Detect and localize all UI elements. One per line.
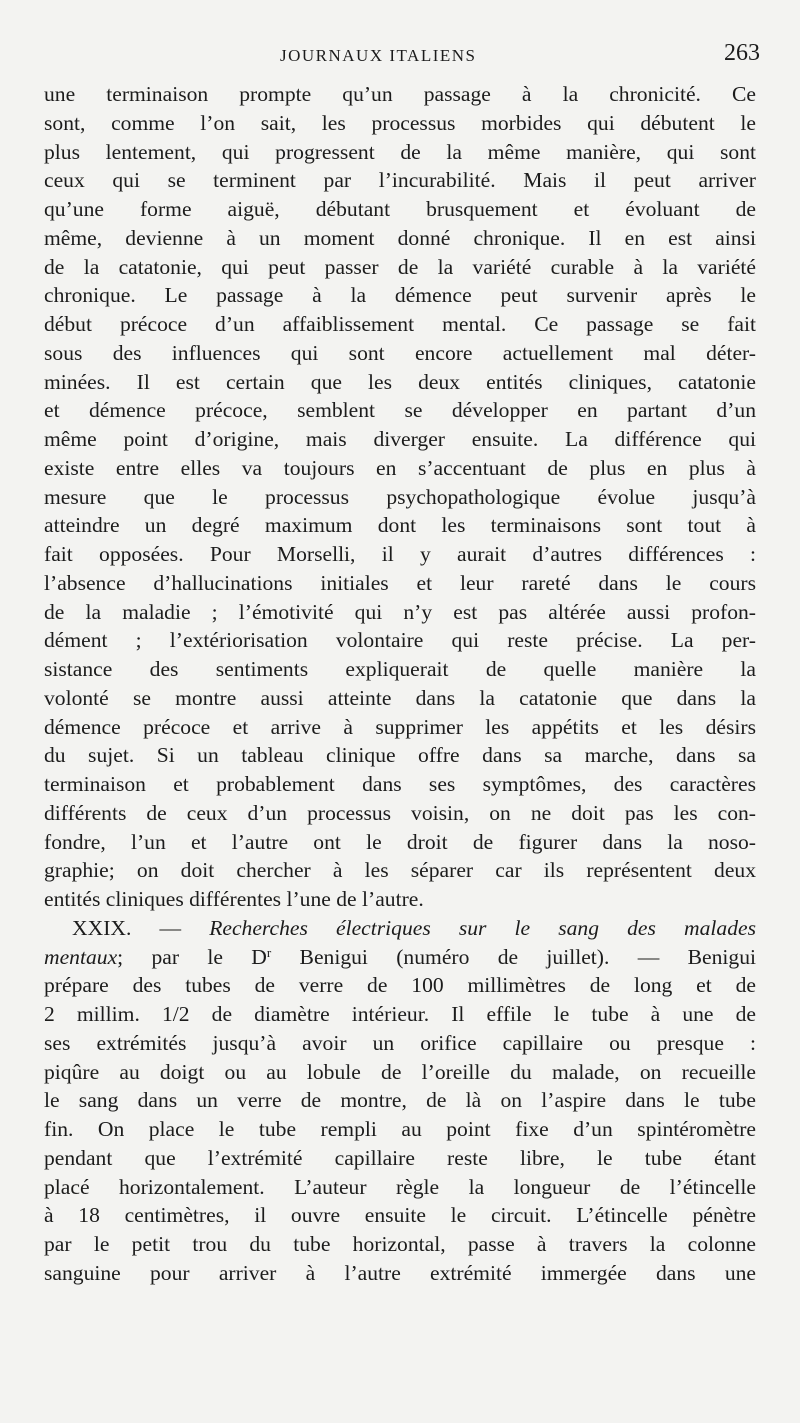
running-head [45,40,760,74]
text-line: chronique. Le passage à la démence peut survenir après le [44,283,756,308]
text-line: démence précoce et arrive à supprimer les appétits et les désirs [44,714,756,739]
page-number: 263 [724,40,760,66]
text-line: l’absence d’hallucinations initiales et leur rareté dans le cours [44,570,756,595]
text-line [44,943,756,972]
text-line: fondre, l’un et l’autre ont le droit de figurer dans la noso- [44,829,756,854]
text-line: 2 millim. 1/2 de diamètre intérieur. Il effile le tube à une de [44,1002,756,1026]
article-title-end: mentaux [44,944,118,969]
text-line: fin. On place le tube rempli au point fixe d’un spintéromètre [44,1117,756,1141]
text-line: ceux qui se terminent par l’incurabilité. Mais il peut arriver [44,168,756,193]
text-line: même, devienne à un moment donné chronique. Il en est ainsi [44,225,756,250]
text-line: existe entre elles va toujours en s’accentuant de plus en plus à [44,455,756,480]
text-line: qu’une forme aiguë, débutant brusquement et évoluant de [44,197,756,221]
text-line: début précoce d’un affaiblissement mental. Ce passage se fait [44,312,756,336]
paragraph-catatonie [44,80,756,914]
text-line: le sang dans un verre de montre, de là on l’aspire dans le tube [44,1088,756,1113]
text-line: atteindre un degré maximum dont les terminaisons sont tout à [44,513,756,538]
text-line: terminaison et probablement dans ses symptômes, des caractères [44,772,756,796]
article-title: Recherches électriques sur le sang des malades [209,915,756,940]
text-line: sous des influences qui sont encore actuellement mal déter- [44,340,756,365]
text-line: fait opposées. Pour Morselli, il y aurait d’autres différences : [44,542,756,566]
author-prefix: ; par le D [117,944,267,969]
text-line: ses extrémités jusqu’à avoir un orifice capillaire ou presque : [44,1030,756,1055]
text-line: placé horizontalement. L’auteur règle la longueur de l’étincelle [44,1174,756,1199]
text-line: à 18 centimètres, il ouvre ensuite le circuit. L’étincelle pénètre [44,1203,756,1228]
body-text [44,80,756,1288]
text-line: plus lentement, qui progressent de la même manière, qui sont [44,139,756,164]
text-line: prépare des tubes de verre de 100 millimètres de long et de [44,973,756,998]
text-line: volonté se montre aussi atteinte dans la catatonie que dans la [44,685,756,710]
running-head-title: JOURNAUX ITALIENS [280,46,477,65]
text-line: dément ; l’extériorisation volontaire qui reste précise. La per- [44,628,756,653]
paragraph-xxix [44,914,756,1288]
text-line: mesure que le processus psychopathologique évolue jusqu’à [44,484,756,509]
text-line: piqûre au doigt ou au lobule de l’oreille du malade, on recueille [44,1059,756,1084]
section-heading-line [44,914,756,943]
text-line: de la catatonie, qui peut passer de la variété curable à la variété [44,254,756,279]
text-line: entités cliniques différentes l’une de l’autre. [44,887,424,911]
text-line: et démence précoce, semblent se développer en partant d’un [44,398,756,423]
em-dash: — [159,915,182,940]
text-line: une terminaison prompte qu’un passage à la chronicité. Ce [44,82,756,106]
section-number: XXIX. [72,915,132,940]
text-line: sistance des sentiments expliquerait de quelle manière la [44,657,756,681]
dr-superscript: r [266,944,272,960]
text-line: même point d’origine, mais diverger ensuite. La différence qui [44,427,756,451]
text-line: du sujet. Si un tableau clinique offre dans sa marche, dans sa [44,743,756,768]
text-line: sont, comme l’on sait, les processus morbides qui débutent le [44,110,756,135]
text-line: graphie; on doit chercher à les séparer car ils représentent deux [44,858,756,883]
text-line: pendant que l’extrémité capillaire reste libre, le tube étant [44,1145,756,1170]
text-line: minées. Il est certain que les deux entités cliniques, catatonie [44,369,756,394]
text-line: différents de ceux d’un processus voisin, on ne doit pas les con- [44,800,756,825]
text-line: de la maladie ; l’émotivité qui n’y est pas altérée aussi profon- [44,599,756,624]
text-line: par le petit trou du tube horizontal, passe à travers la colonne [44,1232,756,1256]
author-and-source: Benigui (numéro de juillet). — Benigui [271,944,756,969]
text-line: sanguine pour arriver à l’autre extrémité immergée dans une [44,1260,756,1285]
